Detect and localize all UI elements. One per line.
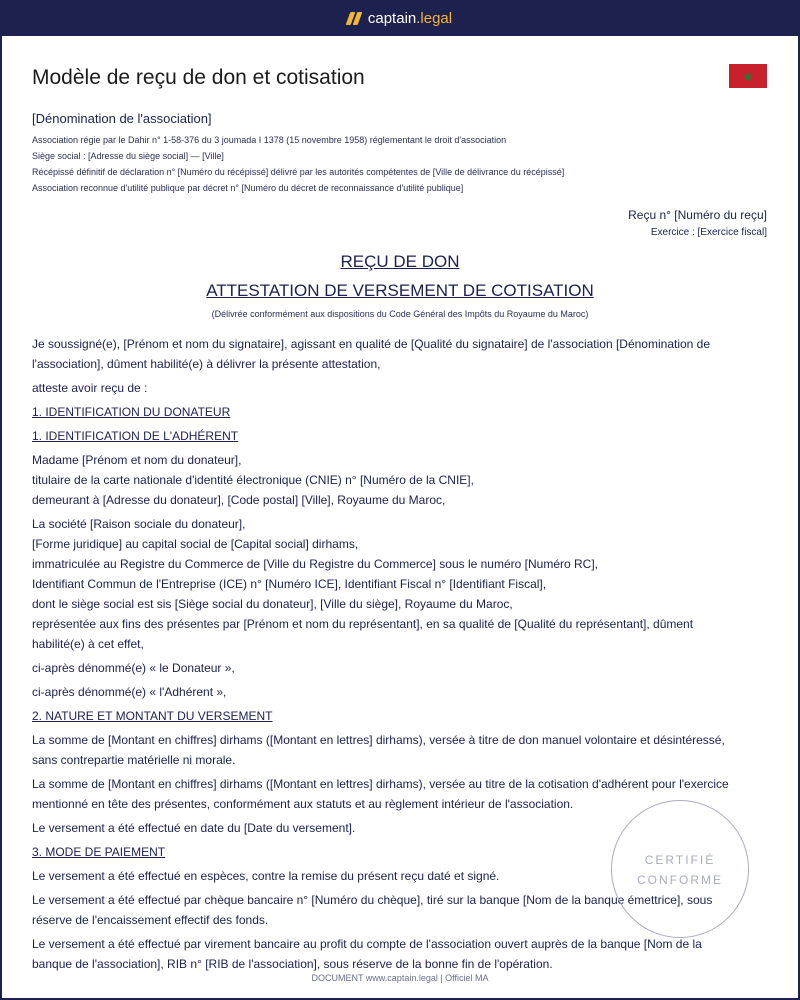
section-heading: 3. MODE DE PAIEMENT: [32, 845, 166, 859]
fiscal-exercise: Exercice : [Exercice fiscal]: [650, 227, 767, 238]
cash-paragraph: Le versement a été effectué en espèces, contre la remise du présent reçu daté et signé.: [32, 869, 500, 883]
page-title: Modèle de reçu de don et cotisation: [32, 66, 365, 89]
ice-line: Identifiant Commun de l'Entreprise (ICE) n° [Numéro ICE], Identifiant Fiscal n° [Identifiant Fiscal],: [32, 577, 547, 591]
representative-paragraph: représentée aux fins des présentes par [Prénom et nom du représentant], en sa qualité de [Qualité du représentant], dûment habilité(e) à cet effet,: [32, 617, 694, 651]
association-line: Siège social : [Adresse du siège social] — [Ville]: [32, 151, 224, 161]
stamp-line: CERTIFIÉ: [644, 853, 716, 867]
document-page: [2, 36, 798, 998]
donor-name-line: Madame [Prénom et nom du donateur],: [32, 453, 242, 467]
intro-paragraph: Je soussigné(e), [Prénom et nom du signataire], agissant en qualité de [Qualité du signataire] de l'association [Dénomination de l'association], dûment habilité(e) à délivrer la présente attestation,: [32, 337, 711, 371]
receipt-number: Reçu n° [Numéro du reçu]: [628, 208, 767, 222]
association-line: Association régie par le Dahir n° 1-58-376 du 3 joumada I 1378 (15 novembre 1958) réglementant le droit d'association: [32, 135, 507, 145]
atteste-line: atteste avoir reçu de :: [32, 381, 148, 395]
brand-name: captain.legal: [367, 9, 453, 27]
top-bar: [0, 0, 800, 36]
brand[interactable]: [348, 10, 452, 27]
document-footer: DOCUMENT www.captain.legal | Officiel MA: [311, 973, 489, 983]
attestation-title: ATTESTATION DE VERSEMENT DE COTISATION: [206, 281, 594, 300]
legal-form-line: [Forme juridique] au capital social de [Capital social] dirhams,: [32, 537, 359, 551]
cheque-paragraph: Le versement a été effectué par chèque bancaire n° [Numéro du chèque], tiré sur la banque [Nom de la banque émettrice], sous réserve de l'encaissement effectif des fonds.: [32, 893, 713, 927]
seat-line: dont le siège social est sis [Siège social du donateur], [Ville du siège], Royaume du Maroc,: [32, 597, 513, 611]
stamp-line: CONFORME: [637, 873, 723, 887]
cotisation-paragraph: La somme de [Montant en chiffres] dirhams ([Montant en lettres] dirhams), versée au titre de la cotisation d'adhérent pour l'exercice mentionné en tête des présentes, conformément aux statuts et au règlement intérieur de l'association.: [32, 777, 729, 811]
donor-designation: ci-après dénommé(e) « le Donateur »,: [32, 661, 235, 675]
transfer-paragraph: Le versement a été effectué par virement bancaire au profit du compte de l'association ouvert auprès de la banque [Nom de la banque de l'association], RIB n° [RIB de l'association], sous réserve de la bonne fin de l'opération.: [32, 937, 702, 971]
section-heading: 1. IDENTIFICATION DE L'ADHÉRENT: [32, 429, 239, 443]
certified-stamp: [611, 800, 749, 938]
receipt-title: REÇU DE DON: [340, 252, 460, 271]
legal-note: (Délivrée conformément aux dispositions du Code Général des Impôts du Royaume du Maroc): [211, 309, 589, 319]
receipt-info: [628, 206, 767, 242]
company-line: La société [Raison sociale du donateur],: [32, 517, 246, 531]
association-name: [Dénomination de l'association]: [32, 111, 212, 126]
donation-paragraph: La somme de [Montant en chiffres] dirhams ([Montant en lettres] dirhams), versée à titre de don manuel volontaire et désintéressé, sans contrepartie matérielle ni morale.: [32, 733, 725, 767]
cnie-line: titulaire de la carte nationale d'identité électronique (CNIE) n° [Numéro de la CNIE],: [32, 473, 474, 487]
morocco-flag-icon: ★: [729, 64, 767, 88]
rc-line: immatriculée au Registre du Commerce de [Ville du Registre du Commerce] sous le numéro [Numéro RC],: [32, 557, 598, 571]
section-heading: 1. IDENTIFICATION DU DONATEUR: [32, 405, 231, 419]
address-line: demeurant à [Adresse du donateur], [Code postal] [Ville], Royaume du Maroc,: [32, 493, 446, 507]
member-designation: ci-après dénommé(e) « l'Adhérent »,: [32, 685, 227, 699]
association-line: Récépissé définitif de déclaration n° [Numéro du récépissé] délivré par les autorités compétentes de [Ville de délivrance du récépissé]: [32, 167, 565, 177]
section-heading: 2. NATURE ET MONTANT DU VERSEMENT: [32, 709, 273, 723]
captain-legal-logo-icon: [348, 12, 360, 25]
payment-date-line: Le versement a été effectué en date du [Date du versement].: [32, 821, 356, 835]
association-header: [32, 111, 772, 196]
association-line: Association reconnue d'utilité publique par décret n° [Numéro du décret de reconnaissance d'utilité publique]: [32, 183, 464, 193]
